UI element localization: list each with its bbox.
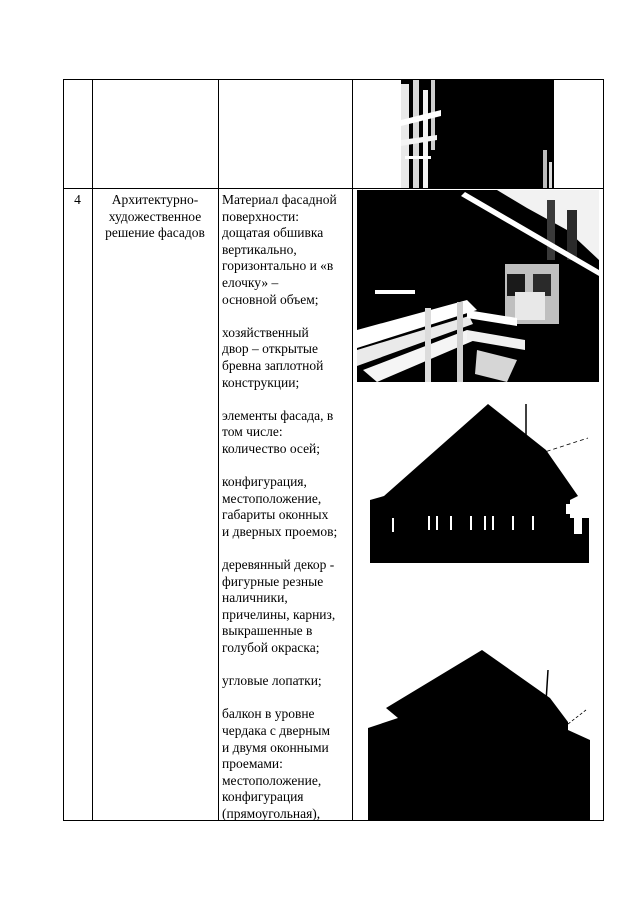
facade-description: Материал фасадной поверхности: дощатая обшивка вертикально, горизонтально и «в елочку» – основной объем; хозяйственный двор – открытые бревна заплотной конструкции; элементы фасада, в том числе: количество осей; конфигурация, местоположение, габариты оконных и дверных проемов; деревянный декор - фигурные резные наличники, причелины, карниз, выкрашенные в голубой окраска; угловые лопатки; балкон в уровне чердака с дверным и двумя оконными проемами: местоположение, конфигурация (прямоугольная), — [222, 192, 338, 821]
facade-photo-porch-yard — [357, 190, 599, 382]
facade-photo-house-front — [370, 400, 589, 563]
facade-photo-house-balcony — [368, 650, 590, 820]
table-border-right — [603, 79, 604, 821]
row-number: 4 — [74, 192, 81, 207]
row-divider — [63, 188, 604, 189]
column-divider-3 — [352, 79, 353, 821]
column-divider-1 — [92, 79, 93, 821]
table-border-left — [63, 79, 64, 821]
facade-photo-porch-top — [401, 80, 554, 188]
column-divider-2 — [218, 79, 219, 821]
section-title: Архитектурно- художественное решение фасадов — [105, 192, 205, 241]
